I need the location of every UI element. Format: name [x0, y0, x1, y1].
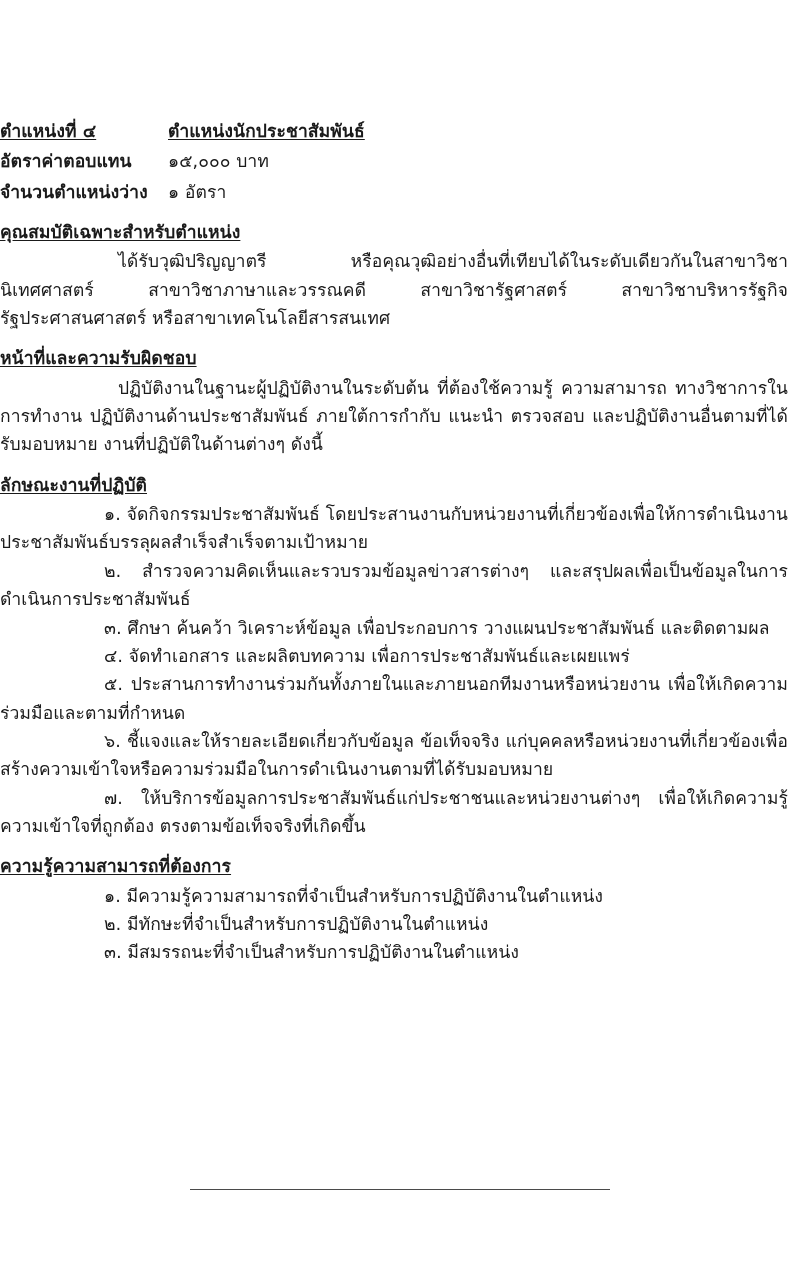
position-row — [0, 118, 788, 146]
section-heading: หน้าที่และความรับผิดชอบ — [0, 349, 197, 370]
position-header-block — [0, 118, 788, 207]
list-item: ๒. มีทักษะที่จำเป็นสำหรับการปฏิบัติงานในตำแหน่ง — [104, 914, 489, 935]
section-required-knowledge — [0, 853, 788, 967]
list-item: ๕. ประสานการทำงานร่วมกันทั้งภายในและภายนอกทีมงานหรือหน่วยงาน เพื่อให้เกิดความร่วมมือและตามที่กำหนด — [0, 675, 788, 724]
list-item: ๓. มีสมรรถนะที่จำเป็นสำหรับการปฏิบัติงานในตำแหน่ง — [104, 943, 520, 964]
list-item: ๔. จัดทำเอกสาร และผลิตบทความ เพื่อการประชาสัมพันธ์และเผยแพร่ — [104, 646, 630, 667]
vacancy-value: ๑ อัตรา — [168, 182, 227, 203]
section-heading: คุณสมบัติเฉพาะสำหรับตำแหน่ง — [0, 223, 241, 244]
vacancy-row — [0, 179, 788, 207]
list-item: ๑. จัดกิจกรรมประชาสัมพันธ์ โดยประสานงานกับหน่วยงานที่เกี่ยวข้องเพื่อให้การดำเนินงานประชาสัมพันธ์บรรลุผลสำเร็จสำเร็จตามเป้าหมาย — [0, 505, 788, 554]
section-work-characteristics — [0, 472, 788, 841]
section-qualifications — [0, 219, 788, 333]
salary-value: ๑๕,๐๐๐ บาท — [168, 152, 269, 173]
section-heading: ความรู้ความสามารถที่ต้องการ — [0, 857, 232, 878]
salary-label: อัตราค่าตอบแทน — [0, 152, 132, 173]
section-paragraph: ได้รับวุฒิปริญญาตรี หรือคุณวุฒิอย่างอื่นที่เทียบได้ในระดับเดียวกันในสาขาวิชานิเทศศาสตร์ สาขาวิชาภาษาและวรรณคดี สาขาวิชารัฐศาสตร์ สาขาวิชาบริหารรัฐกิจ รัฐประศาสนศาสตร์ หรือสาขาเทคโนโลยีสารสนเทศ — [0, 252, 788, 330]
vacancy-label: จำนวนตำแหน่งว่าง — [0, 182, 148, 203]
list-item: ๒. สำรวจความคิดเห็นและรวบรวมข้อมูลข่าวสารต่างๆ และสรุปผลเพื่อเป็นข้อมูลในการดำเนินการประชาสัมพันธ์ — [0, 561, 788, 611]
list-item: ๓. ศึกษา ค้นคว้า วิเคราะห์ข้อมูล เพื่อประกอบการ วางแผนประชาสัมพันธ์ และติดตามผล — [104, 618, 770, 639]
list-item: ๑. มีความรู้ความสามารถที่จำเป็นสำหรับการปฏิบัติงานในตำแหน่ง — [104, 886, 604, 907]
list-item: ๗. ให้บริการข้อมูลการประชาสัมพันธ์แก่ประชาชนและหน่วยงานต่างๆ เพื่อให้เกิดความรู้ความเข้าใจที่ถูกต้อง ตรงตามข้อเท็จจริงที่เกิดขึ้น — [0, 788, 788, 837]
section-duties — [0, 345, 788, 459]
position-label: ตำแหน่งที่ ๔ — [0, 122, 97, 142]
salary-row — [0, 148, 788, 176]
document-body — [0, 118, 788, 968]
divider-line — [190, 1189, 610, 1190]
section-heading: ลักษณะงานที่ปฏิบัติ — [0, 475, 147, 496]
footer-divider — [0, 1189, 800, 1190]
list-item: ๖. ชี้แจงและให้รายละเอียดเกี่ยวกับข้อมูล ข้อเท็จจริง แก่บุคคลหรือหน่วยงานที่เกี่ยวข้องเพื่อสร้างความเข้าใจหรือความร่วมมือในการดำเนินงานตามที่ได้รับมอบหมาย — [0, 731, 788, 781]
section-paragraph: ปฏิบัติงานในฐานะผู้ปฏิบัติงานในระดับต้น ที่ต้องใช้ความรู้ ความสามารถ ทางวิชาการในการทำงาน ปฏิบัติงานด้านประชาสัมพันธ์ ภายใต้การกำกับ แนะนำ ตรวจสอบ และปฏิบัติงานอื่นตามที่ได้รับมอบหมาย งานที่ปฏิบัติในด้านต่างๆ ดังนี้ — [0, 378, 788, 456]
position-value: ตำแหน่งนักประชาสัมพันธ์ — [168, 122, 365, 142]
